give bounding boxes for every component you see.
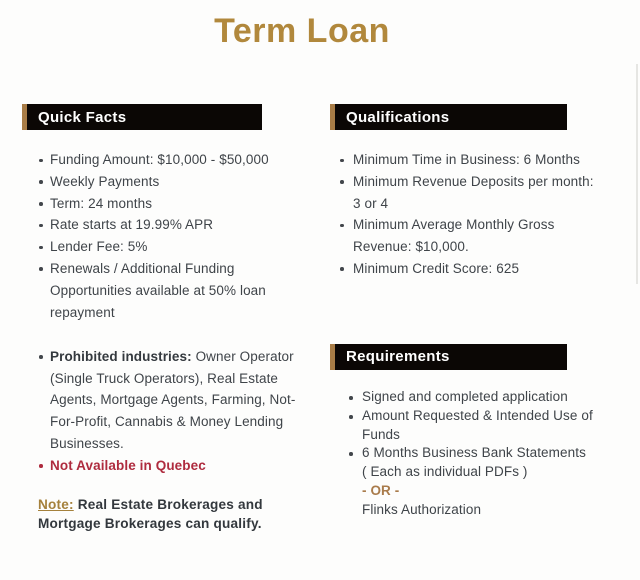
bullet-icon (340, 180, 344, 184)
list-item-continuation: For-Profit, Cannabis & Money Lending (50, 414, 284, 430)
qualifications-list (330, 149, 630, 280)
prohibited-industries-label: Prohibited industries: (50, 348, 192, 364)
or-separator: - OR - (362, 482, 400, 498)
bullet-icon (340, 267, 344, 271)
page-edge-divider (636, 64, 638, 284)
qualifications-header (330, 104, 567, 130)
requirements-list (330, 388, 630, 519)
list-item: Renewals / Additional Funding (22, 258, 310, 280)
requirements-header-label: Requirements (346, 348, 450, 366)
list-item: Minimum Average Monthly Gross (330, 214, 630, 236)
right-column (330, 104, 630, 519)
bullet-icon (349, 396, 353, 400)
bullet-icon (340, 224, 344, 228)
page-title: Term Loan (214, 12, 390, 50)
note-line: Mortgage Brokerages can qualify. (38, 515, 262, 531)
list-item: Weekly Payments (22, 171, 310, 193)
list-item: Signed and completed application (330, 388, 630, 407)
quick-facts-header (22, 104, 262, 130)
list-item-continuation: repayment (50, 304, 115, 320)
list-item-continuation: Businesses. (50, 436, 124, 452)
bullet-icon (349, 415, 353, 419)
bullet-icon (39, 180, 43, 184)
bullet-icon (39, 464, 43, 468)
list-item: Prohibited industries: Owner Operator (22, 346, 310, 368)
list-item-continuation: Opportunities available at 50% loan (50, 282, 266, 298)
bullet-icon (39, 355, 43, 359)
qualifications-header-label: Qualifications (346, 108, 450, 126)
bullet-icon (340, 159, 344, 163)
list-item: Minimum Time in Business: 6 Months (330, 149, 630, 171)
quick-facts-list (22, 149, 310, 533)
note (22, 495, 310, 533)
list-item-continuation: Agents, Mortgage Agents, Farming, Not- (50, 392, 296, 408)
list-item-continuation: 3 or 4 (353, 195, 389, 211)
bullet-icon (39, 267, 43, 271)
quick-facts-section (22, 104, 310, 533)
list-item: Funding Amount: $10,000 - $50,000 (22, 149, 310, 171)
list-item-continuation: Revenue: $10,000. (353, 239, 469, 255)
list-item: Minimum Credit Score: 625 (330, 258, 630, 280)
list-item: Minimum Revenue Deposits per month: (330, 171, 630, 193)
bullet-icon (39, 224, 43, 228)
list-item: 6 Months Business Bank Statements (330, 444, 630, 463)
requirements-header (330, 344, 567, 370)
list-item: Amount Requested & Intended Use of (330, 407, 630, 426)
bullet-icon (39, 159, 43, 163)
bullet-icon (349, 452, 353, 456)
list-item: Term: 24 months (22, 193, 310, 215)
list-item: Lender Fee: 5% (22, 236, 310, 258)
bullet-icon (39, 246, 43, 250)
list-item: Rate starts at 19.99% APR (22, 214, 310, 236)
note-label: Note: (38, 496, 74, 512)
flinks-authorization-option: Flinks Authorization (362, 501, 482, 517)
quick-facts-header-label: Quick Facts (38, 108, 127, 126)
list-item-continuation: Funds (362, 426, 401, 442)
bullet-icon (39, 202, 43, 206)
prohibited-industries-item (22, 346, 310, 477)
list-item-continuation: (Single Truck Operators), Real Estate (50, 370, 279, 386)
list-item-continuation: ( Each as individual PDFs ) (362, 464, 528, 480)
note-line: Note: Real Estate Brokerages and (38, 496, 263, 512)
quebec-alert: Not Available in Quebec (22, 455, 310, 477)
